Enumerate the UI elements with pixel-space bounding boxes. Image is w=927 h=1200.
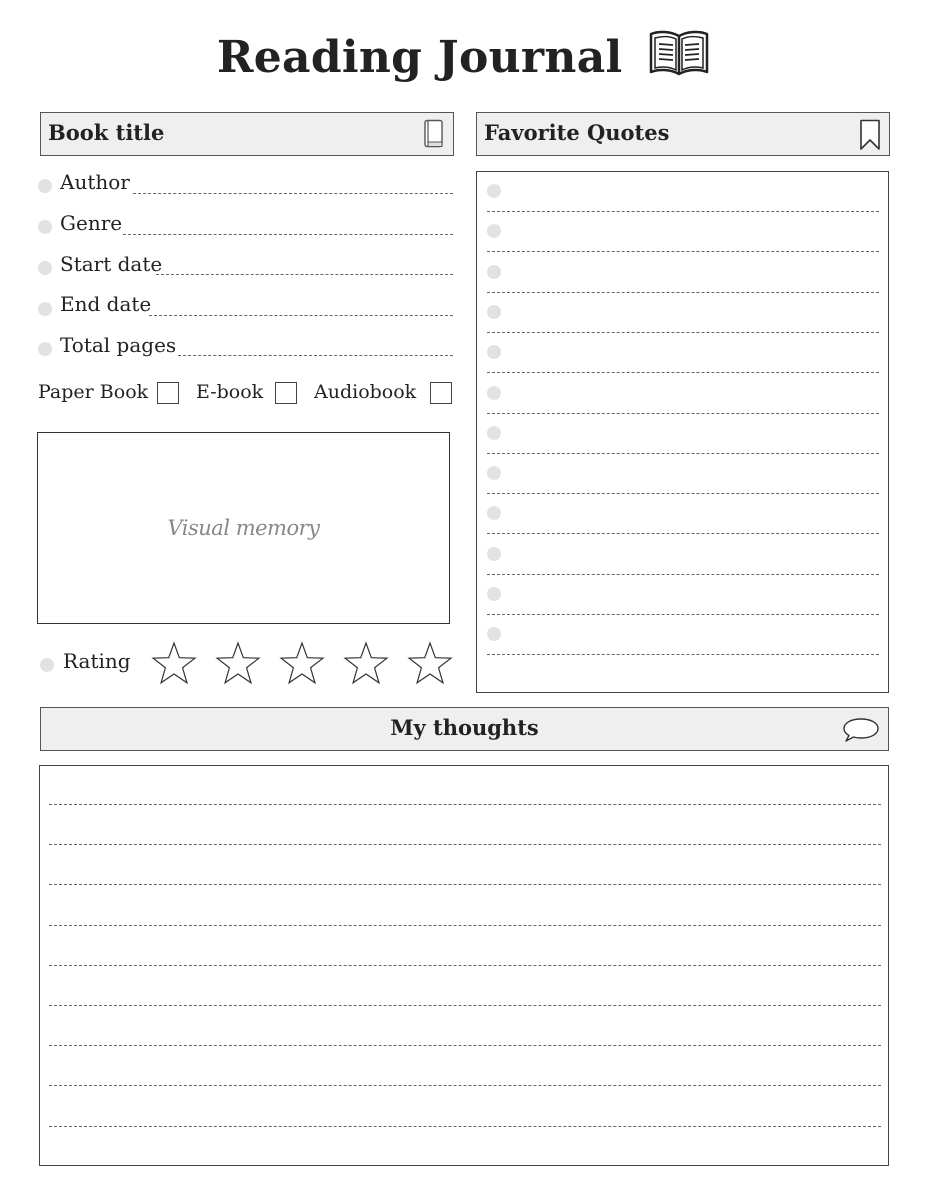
thoughts-box <box>39 765 889 1166</box>
book-title-label: Book title <box>48 120 165 145</box>
quote-line[interactable] <box>487 453 879 454</box>
quote-line[interactable] <box>487 332 879 333</box>
quote-bullet <box>487 627 501 641</box>
genre-field[interactable] <box>123 234 453 235</box>
thought-line[interactable] <box>49 844 881 845</box>
format-label-ebook: E-book <box>196 381 264 403</box>
quote-line[interactable] <box>487 292 879 293</box>
quote-line[interactable] <box>487 413 879 414</box>
quote-line[interactable] <box>487 574 879 575</box>
thought-line[interactable] <box>49 1126 881 1127</box>
book-icon <box>423 119 445 162</box>
thought-line[interactable] <box>49 884 881 885</box>
ebook-checkbox[interactable] <box>275 382 297 404</box>
quote-bullet <box>487 426 501 440</box>
quote-bullet <box>487 184 501 198</box>
quote-line[interactable] <box>487 654 879 655</box>
quote-bullet <box>487 224 501 238</box>
field-label-end-date: End date <box>60 292 152 316</box>
quote-bullet <box>487 466 501 480</box>
bookmark-icon <box>859 119 881 164</box>
book-title-header <box>40 112 454 156</box>
field-label-total-pages: Total pages <box>60 333 177 357</box>
quote-bullet <box>487 305 501 319</box>
my-thoughts-header <box>40 707 889 751</box>
author-field[interactable] <box>133 193 453 194</box>
thought-line[interactable] <box>49 925 881 926</box>
quotes-box <box>476 171 889 693</box>
page-title-text: Reading Journal <box>216 32 623 83</box>
field-label-genre: Genre <box>60 211 123 235</box>
rating-label: Rating <box>63 649 131 673</box>
rating-star-5[interactable] <box>409 643 451 683</box>
field-bullet <box>38 179 52 193</box>
field-label-author: Author <box>60 170 130 194</box>
end-date-field[interactable] <box>149 315 453 316</box>
quote-line[interactable] <box>487 251 879 252</box>
quote-line[interactable] <box>487 614 879 615</box>
quote-bullet <box>487 265 501 279</box>
rating-star-3[interactable] <box>281 643 323 683</box>
quote-line[interactable] <box>487 533 879 534</box>
rating-stars <box>150 639 455 689</box>
visual-memory-box[interactable] <box>37 432 450 624</box>
rating-star-2[interactable] <box>217 643 259 683</box>
quote-line[interactable] <box>487 372 879 373</box>
speech-bubble-icon <box>842 716 880 756</box>
visual-memory-label: Visual memory <box>167 516 320 540</box>
audiobook-checkbox[interactable] <box>430 382 452 404</box>
field-bullet <box>38 261 52 275</box>
stars-svg <box>150 639 455 689</box>
format-label-audiobook: Audiobook <box>314 381 417 403</box>
total-pages-field[interactable] <box>178 355 453 356</box>
quote-line[interactable] <box>487 211 879 212</box>
thought-line[interactable] <box>49 965 881 966</box>
quote-line[interactable] <box>487 493 879 494</box>
thought-line[interactable] <box>49 1045 881 1046</box>
format-label-paper-book: Paper Book <box>38 381 149 403</box>
start-date-field[interactable] <box>156 274 453 275</box>
open-book-icon <box>648 28 710 89</box>
thought-line[interactable] <box>49 1005 881 1006</box>
quote-bullet <box>487 506 501 520</box>
field-bullet <box>38 342 52 356</box>
rating-star-1[interactable] <box>153 643 195 683</box>
thought-line[interactable] <box>49 804 881 805</box>
favorite-quotes-label: Favorite Quotes <box>484 120 670 145</box>
rating-bullet <box>40 658 54 672</box>
my-thoughts-label: My thoughts <box>390 715 539 740</box>
field-bullet <box>38 302 52 316</box>
quote-bullet <box>487 345 501 359</box>
quote-bullet <box>487 386 501 400</box>
paper-book-checkbox[interactable] <box>157 382 179 404</box>
quote-bullet <box>487 587 501 601</box>
field-label-start-date: Start date <box>60 252 163 276</box>
field-bullet <box>38 220 52 234</box>
favorite-quotes-header <box>476 112 890 156</box>
rating-star-4[interactable] <box>345 643 387 683</box>
quote-bullet <box>487 547 501 561</box>
thought-line[interactable] <box>49 1085 881 1086</box>
page-title <box>0 28 927 89</box>
